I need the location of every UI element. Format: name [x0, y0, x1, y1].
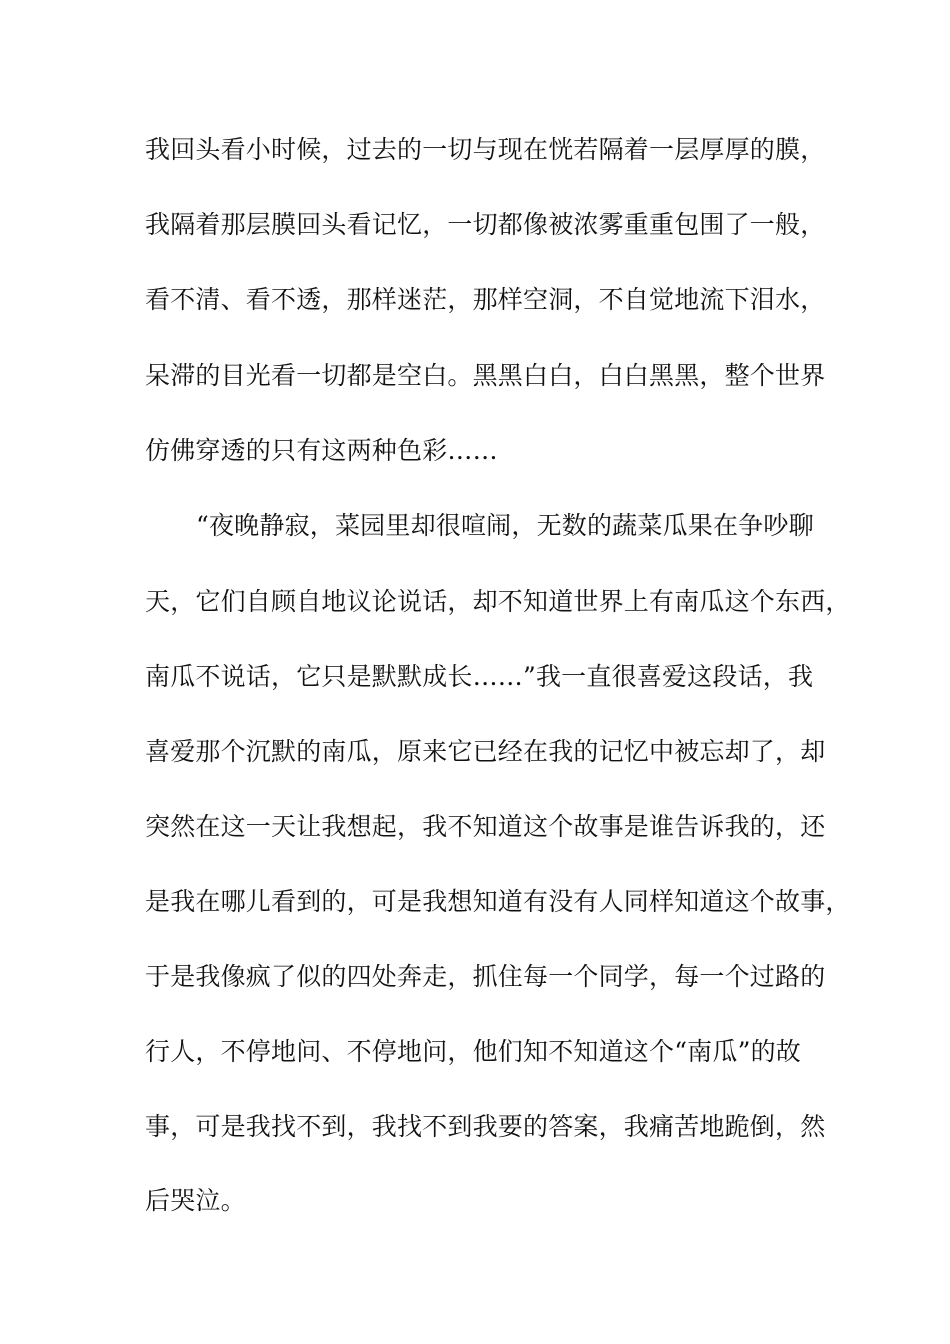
text-line: 突然在这一天让我想起，我不知道这个故事是谁告诉我的，还 [145, 812, 826, 841]
text-line: 南瓜不说话，它只是默默成长……”我一直很喜爱这段话，我 [145, 662, 814, 691]
text-line: 我隔着那层膜回头看记忆，一切都像被浓雾重重包围了一般， [145, 210, 826, 239]
text-line: 我回头看小时候，过去的一切与现在恍若隔着一层厚厚的膜， [145, 135, 826, 164]
text-line: 行人，不停地问、不停地问，他们知不知道这个“南瓜”的故 [145, 1037, 801, 1066]
text-line: 后哭泣。 [145, 1186, 246, 1215]
text-line: 看不清、看不透，那样迷茫，那样空洞，不自觉地流下泪水， [145, 285, 826, 314]
text-line: 喜爱那个沉默的南瓜，原来它已经在我的记忆中被忘却了，却 [145, 737, 826, 766]
text-line: 仿佛穿透的只有这两种色彩…… [145, 436, 498, 465]
text-line: 呆滞的目光看一切都是空白。黑黑白白，白白黑黑，整个世界 [145, 361, 826, 390]
text-line: 于是我像疯了似的四处奔走，抓住每一个同学，每一个过路的 [145, 962, 826, 991]
text-line: 事，可是我找不到，我找不到我要的答案，我痛苦地跪倒，然 [145, 1112, 826, 1141]
text-line: 天，它们自顾自地议论说话，却不知道世界上有南瓜这个东西， [145, 587, 851, 616]
paragraph-start-line: “夜晚静寂，菜园里却很喧闹，无数的蔬菜瓜果在争吵聊 [196, 511, 814, 540]
text-line: 是我在哪儿看到的，可是我想知道有没有人同样知道这个故事， [145, 887, 851, 916]
